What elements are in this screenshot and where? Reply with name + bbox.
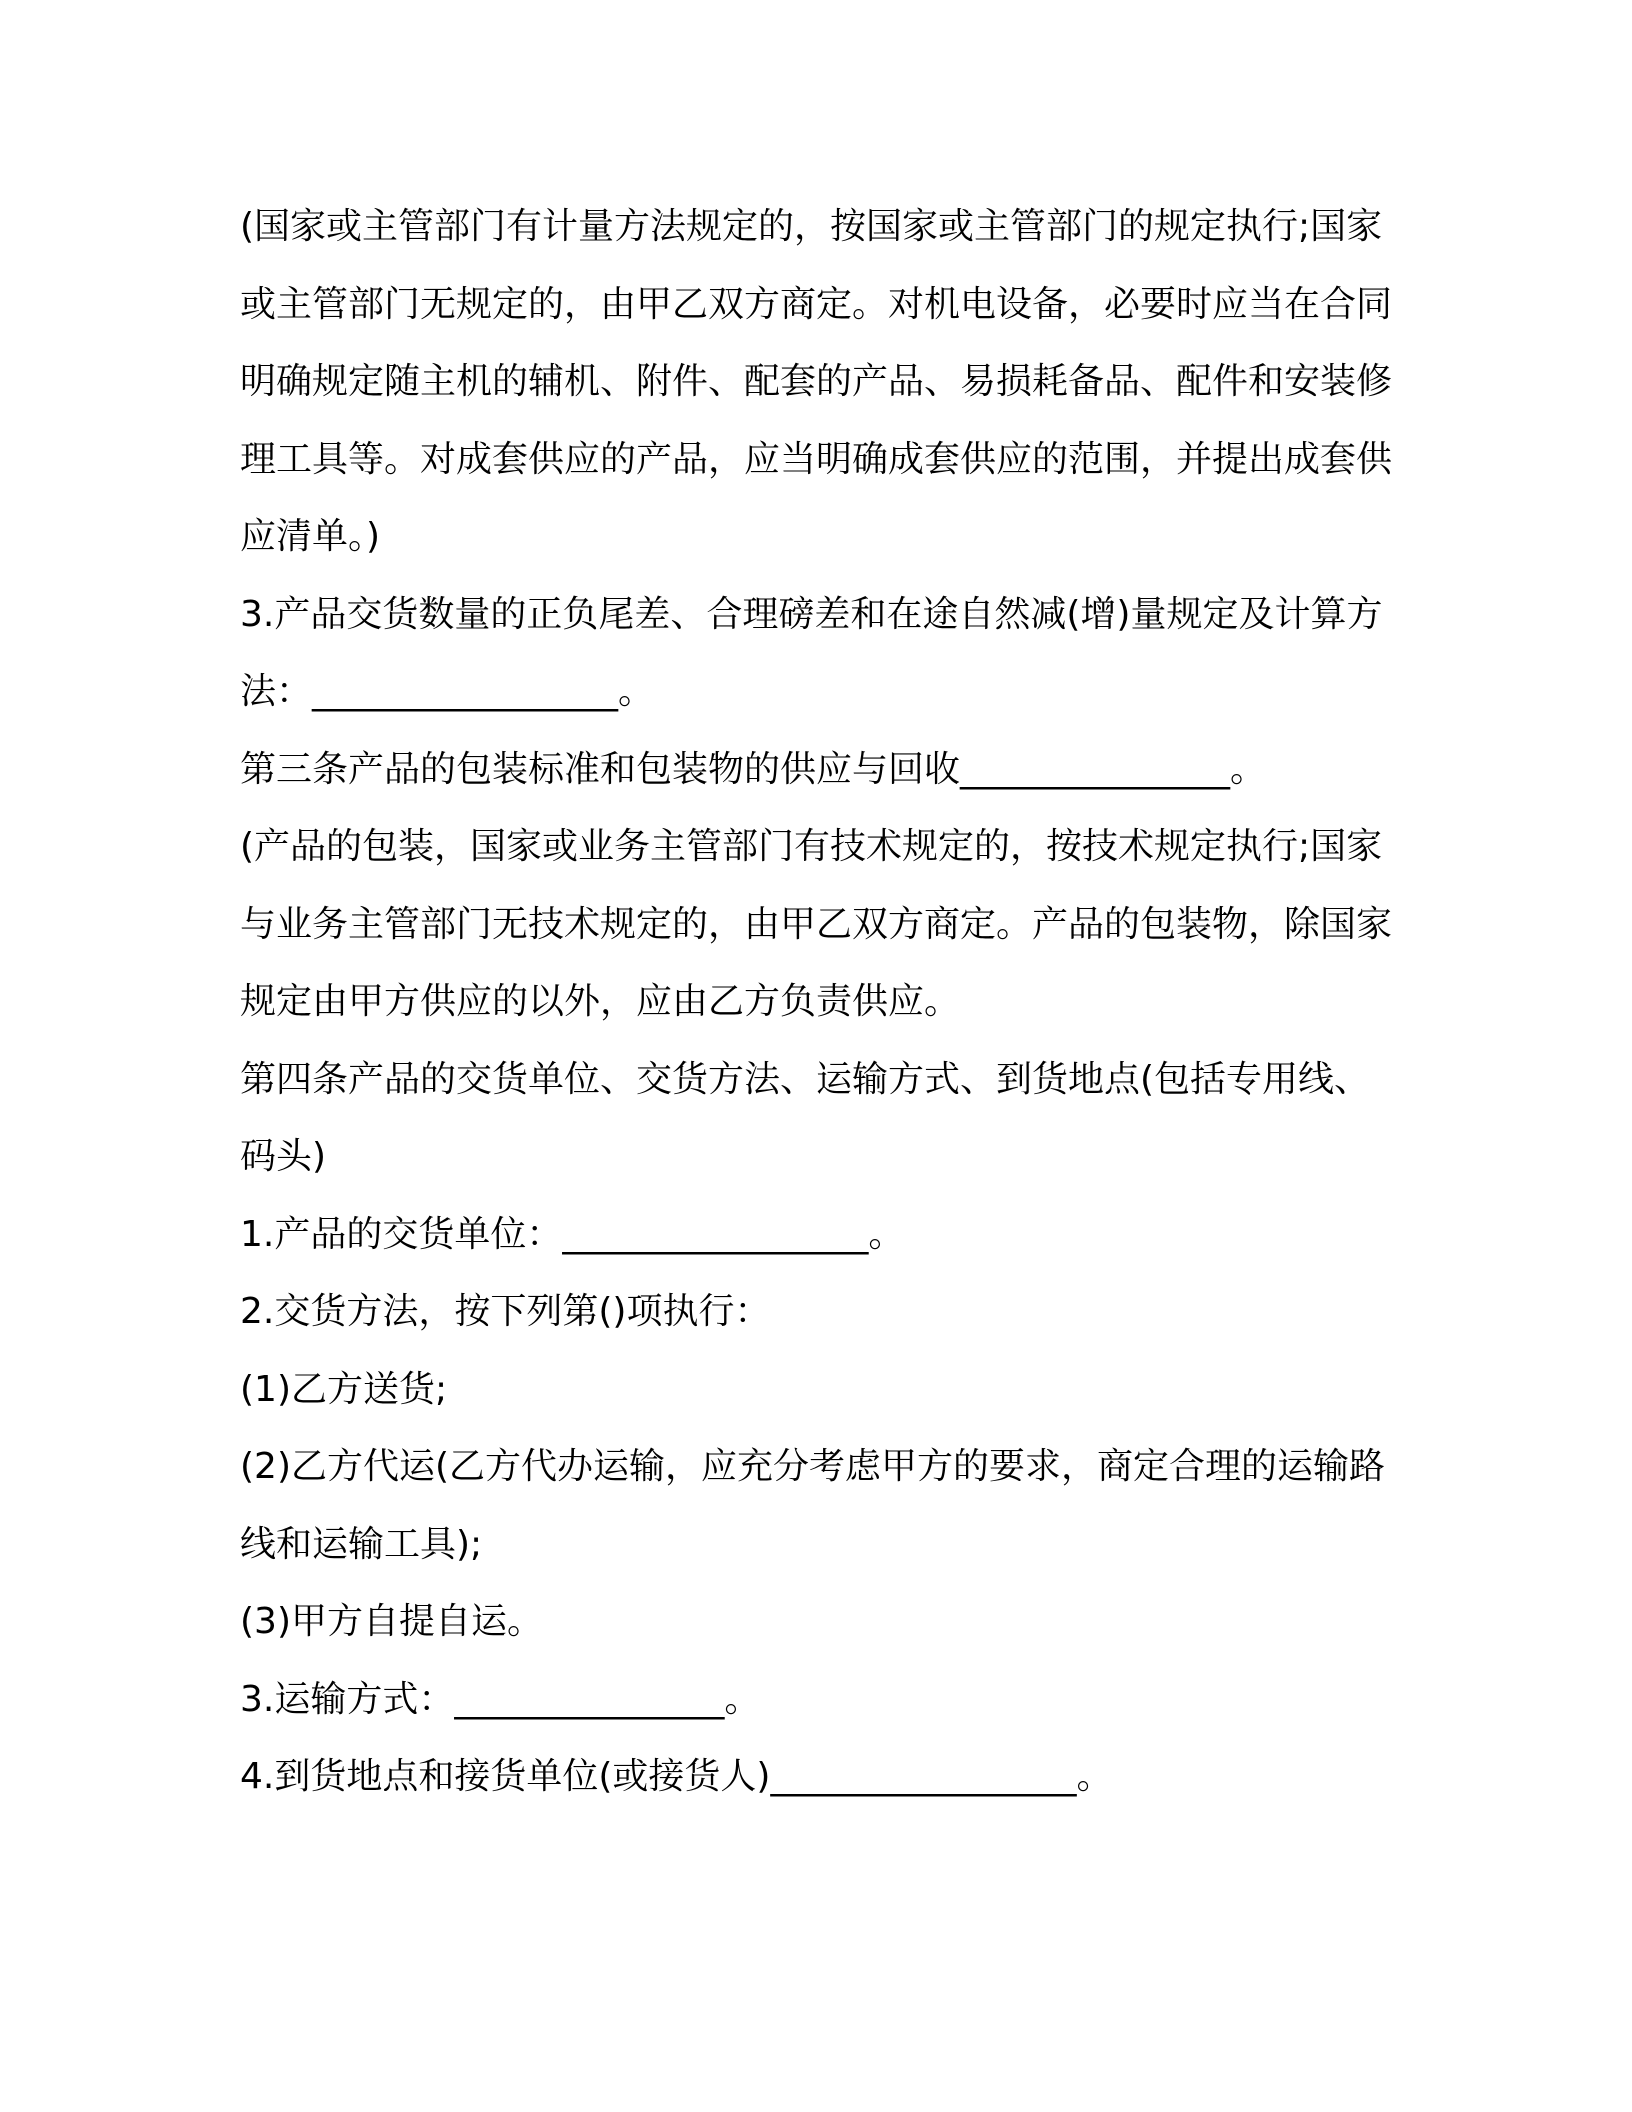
paragraph-option-2: (2)乙方代运(乙方代办运输，应充分考虑甲方的要求，商定合理的运输路线和运输工具); (240, 1446, 1386, 1565)
paragraph-transport-mode: 3.运输方式：_______________。 (240, 1678, 761, 1720)
paragraph-delivery-method: 2.交货方法，按下列第()项执行： (240, 1291, 771, 1332)
paragraph-packaging-note: (产品的包装，国家或业务主管部门有技术规定的，按技术规定执行;国家与业务主管部门无技术规定的，由甲乙双方商定。产品的包装物，除国家规定由甲方供应的以外，应由乙方负责供应。 (240, 826, 1393, 1022)
paragraph-quantity-tolerance: 3.产品交货数量的正负尾差、合理磅差和在途自然减(增)量规定及计算方法：_________________。 (240, 593, 1383, 712)
document-body (240, 188, 1400, 1816)
paragraph-option-1: (1)乙方送货; (240, 1368, 448, 1410)
paragraph-arrival-location: 4.到货地点和接货单位(或接货人)_________________。 (240, 1756, 1113, 1797)
paragraph-option-3: (3)甲方自提自运。 (240, 1601, 543, 1642)
paragraph-delivery-unit: 1.产品的交货单位：_________________。 (240, 1213, 905, 1255)
paragraph-measurement-note: (国家或主管部门有计量方法规定的，按国家或主管部门的规定执行;国家或主管部门无规定的，由甲乙双方商定。对机电设备，必要时应当在合同明确规定随主机的辅机、附件、配套的产品、易损耗备品、配件和安装修理工具等。对成套供应的产品，应当明确成套供应的范围，并提出成套供应清单。) (240, 206, 1393, 557)
paragraph-article-4: 第四条产品的交货单位、交货方法、运输方式、到货地点(包括专用线、码头) (240, 1058, 1371, 1177)
paragraph-article-3: 第三条产品的包装标准和包装物的供应与回收_______________。 (240, 748, 1267, 790)
